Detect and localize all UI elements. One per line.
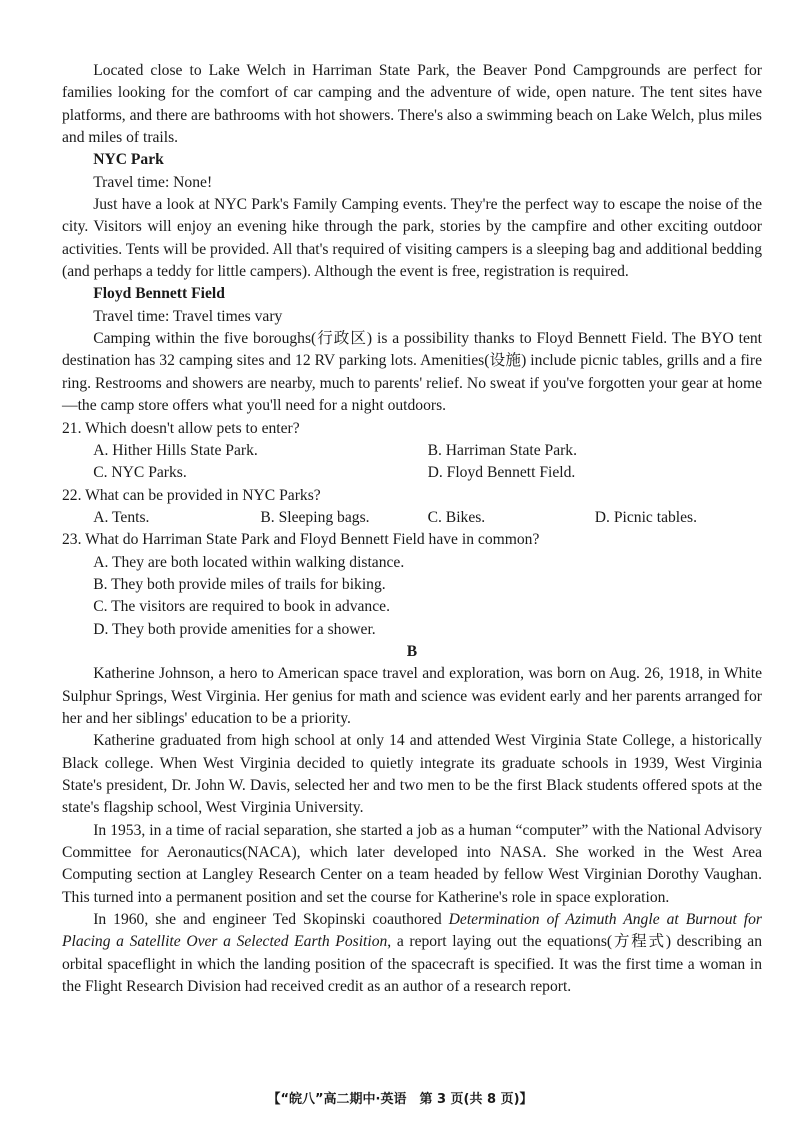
option-c: C. The visitors are required to book in advance. — [93, 598, 390, 616]
nyc-park-body: Just have a look at NYC Park's Family Camping events. They're the perfect way to escape the noise of the city. Visitors will enjoy an evening hike through the park, stories by the campfire and other exciting outdoor activities. Tents will be provided. All that's required of visiting campers is a sleeping bag and additional bedding (and perhaps a teddy for little campers). Although the event is free, registration is required. — [62, 196, 762, 281]
report-title: Determination of Azimuth Angle at Burnout for Placing a Satellite Over a Selected Earth Position — [62, 911, 762, 951]
p4-text-after: , a report laying out the equations(方程式) describing an orbital spaceflight in which the landing position of the spacecraft is specified. It was the first time a woman in the Flight Research Division had received credit as an author of a research report. — [62, 933, 762, 996]
option-d: D. Picnic tables. — [594, 508, 698, 526]
document-page — [62, 60, 762, 998]
option-a: A. Tents. — [93, 508, 150, 526]
option-a: A. Hither Hills State Park. — [93, 441, 258, 459]
floyd-body: Camping within the five boroughs(行政区) is a possibility thanks to Floyd Bennett Field. The BYO tent destination has 32 camping sites and 12 RV parking lots. Amenities(设施) include picnic tables, grills and a fire ring. Restrooms and showers are nearby, much to parents' relief. No sweat if you've forgotten your gear at home—the camp store offers what you'll need for a night outdoors. — [62, 330, 762, 415]
question-stem: 21. Which doesn't allow pets to enter? — [62, 419, 300, 437]
passage-a-intro: Located close to Lake Welch in Harriman State Park, the Beaver Pond Campgrounds are perfect for families looking for the comfort of car camping and the adventure of wide, open nature. The tent sites have platforms, and there are bathrooms with hot showers. There's also a swimming beach on Lake Welch, plus miles and miles of trails. — [62, 62, 762, 147]
option-b: B. They both provide miles of trails for biking. — [93, 575, 386, 593]
option-b: B. Sleeping bags. — [260, 508, 370, 526]
question-23 — [62, 529, 762, 641]
floyd-heading: Floyd Bennett Field — [93, 285, 225, 303]
passage-b-p2: Katherine graduated from high school at only 14 and attended West Virginia State College, a historically Black college. When West Virginia decided to quietly integrate its graduate schools in 1939, West Virginia State's president, Dr. John W. Davis, selected her and two men to be the first Black students offered spots at the state's flagship school, West Virginia University. — [62, 732, 762, 817]
floyd-travel-time: Travel time: Travel times vary — [93, 307, 283, 325]
option-b: B. Harriman State Park. — [427, 441, 577, 459]
passage-b-p1: Katherine Johnson, a hero to American space travel and exploration, was born on Aug. 26, 1918, in White Sulphur Springs, West Virginia. Her genius for math and science was evident early and her parents arranged for her and her siblings' education to be a priority. — [62, 665, 762, 727]
question-21 — [62, 418, 762, 485]
question-22 — [62, 485, 762, 530]
option-d: D. Floyd Bennett Field. — [427, 464, 576, 482]
question-stem: 23. What do Harriman State Park and Floyd Bennett Field have in common? — [62, 531, 540, 549]
option-d: D. They both provide amenities for a shower. — [93, 620, 376, 638]
page-footer: 【“皖八”高二期中·英语 第 3 页(共 8 页)】 — [267, 1092, 533, 1107]
nyc-travel-time: Travel time: None! — [93, 173, 213, 191]
p4-text-before: In 1960, she and engineer Ted Skopinski coauthored — [93, 911, 449, 929]
question-stem: 22. What can be provided in NYC Parks? — [62, 486, 321, 504]
option-a: A. They are both located within walking distance. — [93, 553, 405, 571]
passage-b-p4 — [62, 909, 762, 998]
option-c: C. NYC Parks. — [93, 464, 187, 482]
passage-b-p3: In 1953, in a time of racial separation, she started a job as a human “computer” with the National Advisory Committee for Aeronautics(NACA), which later developed into NASA. She worked in the West Area Computing section at Langley Research Center on a team headed by fellow West Virginian Dorothy Vaughan. This turned into a permanent position and set the course for Katherine's role in space exploration. — [62, 821, 762, 906]
nyc-park-heading: NYC Park — [93, 151, 164, 169]
option-c: C. Bikes. — [427, 508, 486, 526]
section-b-heading: B — [406, 642, 418, 660]
